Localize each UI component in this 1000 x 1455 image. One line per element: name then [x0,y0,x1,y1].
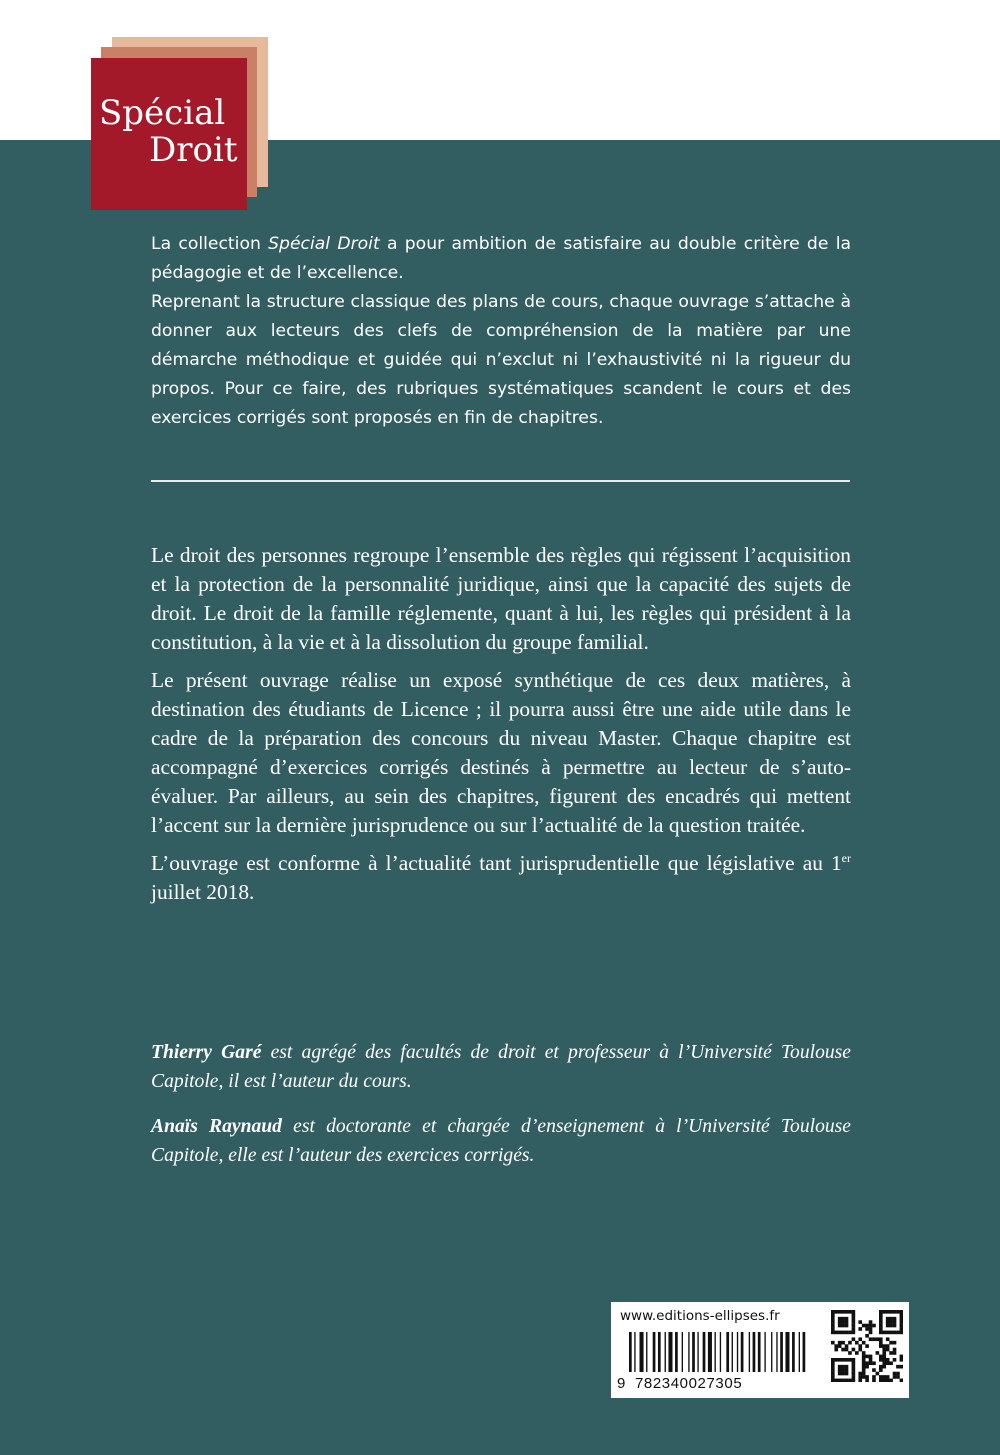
logo-line-2: Droit [149,130,238,170]
collection-intro [151,230,851,288]
author-bio-1 [151,1038,851,1096]
isbn-number [617,1375,742,1392]
isbn-digits-rest: 782340027305 [634,1375,743,1392]
description-paragraph-3 [151,849,851,907]
logo-line-1: Spécial [99,93,226,133]
author-name: Anaïs Raynaud [151,1116,282,1137]
author-bio-2 [151,1112,851,1170]
isbn-barcode-box [611,1302,909,1398]
publisher-website[interactable]: www.editions-ellipses.fr [620,1308,780,1324]
barcode-icon [617,1332,817,1374]
collection-name: Spécial Droit [268,234,380,254]
collection-description [151,230,851,433]
book-description [151,541,851,916]
paragraph-3-text: L’ouvrage est conforme à l’actualité tant jurisprudentielle que législative au 1 [151,851,842,875]
author-bio-text: est agrégé des facultés de droit et professeur à l’Université Toulouse Capitole, il est l’auteur du cours. [151,1042,851,1092]
collection-logo [91,58,247,210]
collection-intro-start: La collection [151,234,269,254]
description-paragraph-1: Le droit des personnes regroupe l’ensemble des règles qui régissent l’acquisition et la protection de la personnalité juridique, ainsi que la capacité des sujets de droit. Le droit de la famille réglemente, quant à lui, les règles qui président à la constitution, à la vie et à la dissolution du groupe familial. [151,543,851,654]
author-bio-text: est doctorante et chargée d’enseignement à l’Université Toulouse Capitole, elle est l’auteur des exercices corrigés. [151,1116,851,1166]
description-paragraph-2: Le présent ouvrage réalise un exposé synthétique de ces deux matières, à destination des étudiants de Licence ; il pourra aussi être une aide utile dans le cadre de la préparation des concours du niveau Master. Chaque chapitre est accompagné d’exercices corrigés destinés à permettre au lecteur de s’auto-évaluer. Par ailleurs, au sein des chapitres, figurent des encadrés qui mettent l’accent sur la dernière jurisprudence ou sur l’actualité de la question traitée. [151,668,851,837]
paragraph-3-date: juillet 2018. [151,880,255,904]
author-name: Thierry Garé [151,1042,262,1063]
collection-intro-end: a pour ambition de satisfaire au double critère de la pédagogie et de l’excellence. [151,234,851,283]
collection-paragraph: Reprenant la structure classique des plans de cours, chaque ouvrage s’attache à donner aux lecteurs des clefs de compréhension de la matière par une démarche méthodique et guidée qui n’exclut ni l’exhaustivité ni la rigueur du propos. Pour ce faire, des rubriques systématiques scandent le cours et des exercices corrigés sont proposés en fin de chapitres. [151,292,851,428]
ordinal-superscript: er [841,850,851,865]
section-divider [151,480,850,482]
isbn-first-digit: 9 [617,1375,626,1392]
qr-code-icon[interactable] [831,1310,903,1382]
